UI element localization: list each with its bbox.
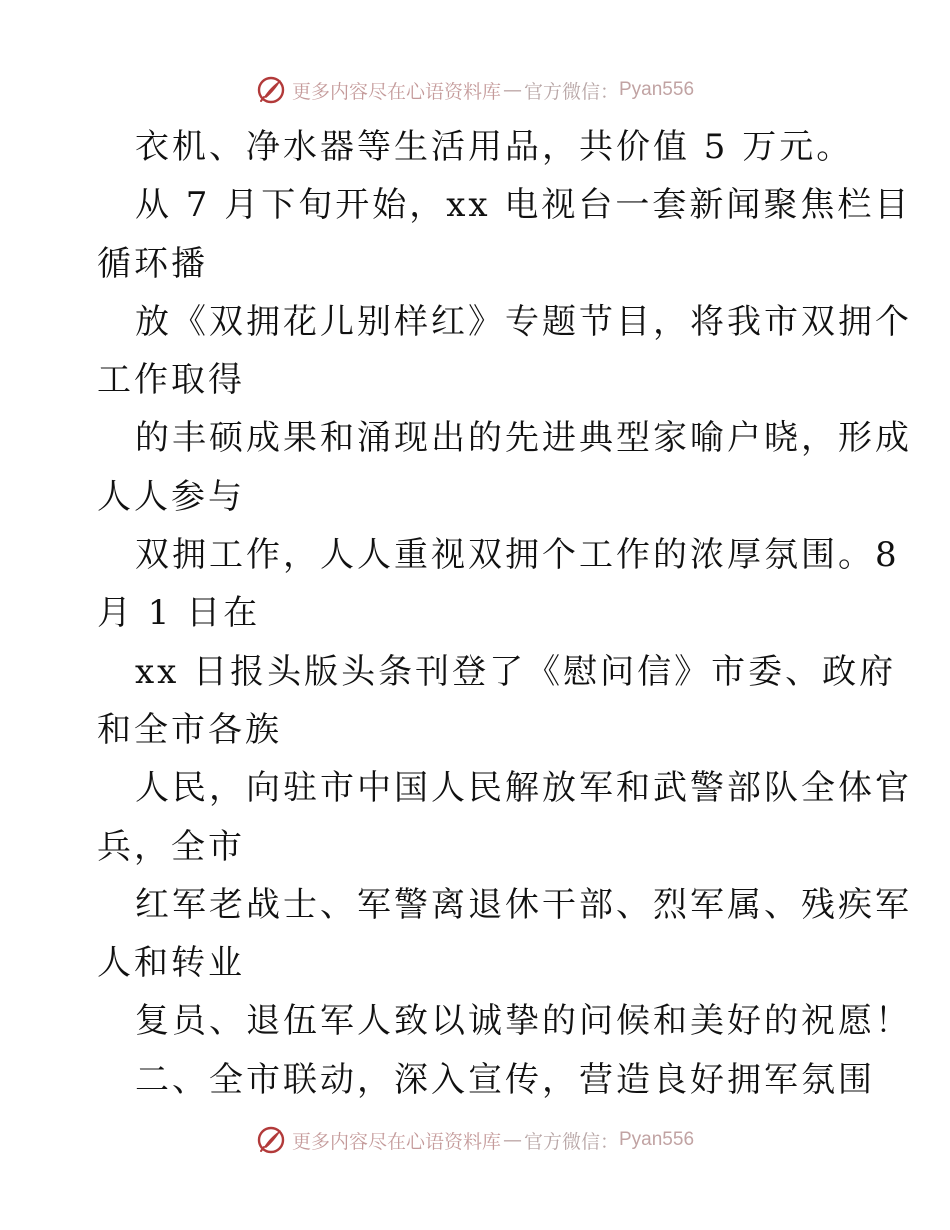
- banner-wechat-handle: Pyan556: [619, 79, 695, 100]
- text-line: 二、全市联动，深入宣传，营造良好拥军氛围: [135, 1059, 875, 1100]
- text-line: 人民，向驻市中国人民解放军和武警部队全体官: [135, 768, 912, 809]
- text-line: 人和转业: [97, 943, 245, 984]
- text-line: 工作取得: [97, 360, 245, 401]
- text-line: 的丰硕成果和涌现出的先进典型家喻户晓，形成: [135, 418, 912, 459]
- text-line: 衣机、净水器等生活用品，共价值 5 万元。: [135, 127, 854, 167]
- text-line: 红军老战士、军警离退休干部、烈军属、残疾军: [135, 884, 912, 925]
- banner-separator: —: [502, 1129, 522, 1151]
- text-line: 月 1 日在: [97, 593, 261, 634]
- text-line: 循环播: [97, 243, 208, 284]
- quill-pen-logo-icon: [256, 1125, 286, 1155]
- quill-pen-logo-icon: [256, 75, 286, 105]
- banner-wechat-label: 官方微信：: [523, 80, 619, 103]
- text-line: 双拥工作，人人重视双拥个工作的浓厚氛围。8: [135, 535, 900, 576]
- text-line: 人人参与: [97, 476, 245, 517]
- text-line: 和全市各族: [97, 709, 282, 750]
- footer-watermark-banner: [0, 1120, 950, 1160]
- text-line: 复员、退伍军人致以诚挚的问候和美好的祝愿！: [135, 1001, 912, 1042]
- banner-wechat-label: 官方微信：: [523, 1130, 619, 1153]
- text-line: 放《双拥花儿别样红》专题节目，将我市双拥个: [135, 301, 912, 342]
- banner-site-text: 更多内容尽在心语资料库: [291, 80, 501, 103]
- header-watermark-banner: [0, 70, 950, 110]
- text-line: xx 日报头版头条刊登了《慰问信》市委、政府: [135, 651, 897, 692]
- text-line: 从 7 月下旬开始，xx 电视台一套新闻聚焦栏目: [135, 185, 912, 226]
- banner-separator: —: [502, 79, 522, 101]
- banner-site-text: 更多内容尽在心语资料库: [291, 1130, 501, 1153]
- text-line: 兵，全市: [97, 826, 245, 867]
- document-body: [97, 118, 912, 1109]
- banner-wechat-handle: Pyan556: [619, 1129, 695, 1150]
